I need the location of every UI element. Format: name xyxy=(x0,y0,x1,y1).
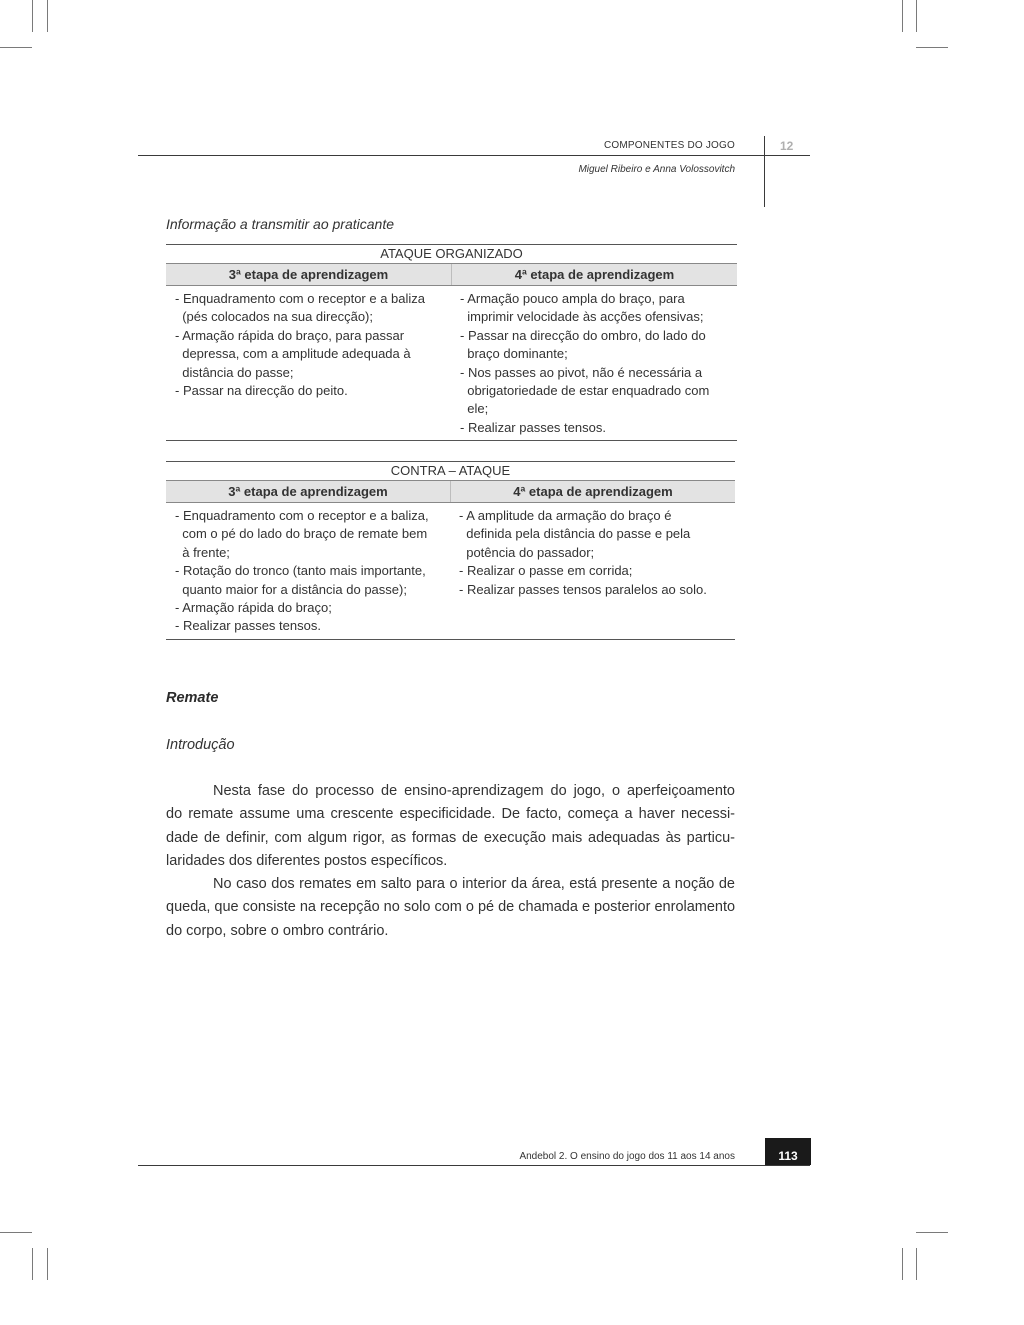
crop-mark xyxy=(47,0,48,32)
crop-mark xyxy=(916,1248,917,1280)
crop-mark xyxy=(916,47,948,48)
chapter-number: 12 xyxy=(780,139,794,153)
cell-line: (pés colocados na sua direcção); xyxy=(175,309,373,325)
paragraph-line: No caso dos remates em salto para o interior da área, está presente a noção de xyxy=(213,876,735,893)
paragraph-line: do remate assume uma crescente especificidade. De facto, começa a haver necessi- xyxy=(166,806,735,823)
crop-mark xyxy=(916,0,917,32)
crop-mark xyxy=(0,1232,32,1233)
crop-mark xyxy=(47,1248,48,1280)
cell-line: - Armação rápida do braço, para passar xyxy=(175,327,405,343)
crop-mark xyxy=(32,1248,33,1280)
subsection-title: Introdução xyxy=(166,737,235,753)
cell-line: depressa, com a amplitude adequada à xyxy=(175,346,411,362)
cell-line: quanto maior for a distância do passe); xyxy=(175,581,407,597)
cell-line: obrigatoriedade de estar enquadrado com xyxy=(460,383,710,399)
crop-mark xyxy=(902,1248,903,1280)
table-cell xyxy=(166,290,452,437)
paragraph xyxy=(166,780,735,943)
header-vertical-rule xyxy=(764,136,765,207)
table-header-row xyxy=(166,263,737,286)
crop-mark xyxy=(0,47,32,48)
cell-line: - Realizar passes tensos. xyxy=(175,618,321,634)
crop-mark xyxy=(902,0,903,32)
section-title: Remate xyxy=(166,690,219,706)
cell-line: - Enquadramento com o receptor e a baliza, xyxy=(175,508,429,523)
cell-line: - Armação pouco ampla do braço, para xyxy=(460,291,685,306)
running-footer-title: Andebol 2. O ensino do jogo dos 11 aos 14 anos xyxy=(519,1151,735,1162)
cell-line: - Realizar o passe em corrida; xyxy=(459,563,633,579)
table-body xyxy=(166,286,737,441)
cell-line: braço dominante; xyxy=(460,346,568,362)
paragraph-line: queda, que consiste na recepção no solo com o pé de chamada e posterior enrolamento xyxy=(166,899,736,916)
cell-line: ele; xyxy=(460,401,489,417)
table-cell xyxy=(451,507,735,636)
paragraph-line: dade de definir, com algum rigor, as formas de execução mais adequadas às particu- xyxy=(166,829,735,846)
cell-line: - Armação rápida do braço; xyxy=(175,600,332,616)
cell-line: - Passar na direcção do ombro, do lado do xyxy=(460,327,706,343)
table-body xyxy=(166,503,735,640)
table-cell xyxy=(452,290,737,437)
cell-line: - Realizar passes tensos paralelos ao solo. xyxy=(459,581,707,597)
column-header: 3ª etapa de aprendizagem xyxy=(228,484,388,499)
cell-line: - Passar na direcção do peito. xyxy=(175,383,348,399)
running-header-section: COMPONENTES DO JOGO xyxy=(603,140,735,151)
table-title: CONTRA – ATAQUE xyxy=(166,461,735,480)
column-header: 4ª etapa de aprendizagem xyxy=(451,264,737,285)
cell-line: distância do passe; xyxy=(175,364,294,380)
cell-line: com o pé do lado do braço de remate bem xyxy=(175,526,428,542)
table-contra-ataque xyxy=(166,461,735,640)
paragraph-line: do corpo, sobre o ombro contrário. xyxy=(166,922,389,939)
column-header: 3ª etapa de aprendizagem xyxy=(228,267,389,282)
cell-line: definida pela distância do passe e pela xyxy=(459,526,691,542)
running-header-authors: Miguel Ribeiro e Anna Volossovitch xyxy=(578,164,735,175)
cell-line: - Realizar passes tensos. xyxy=(460,419,606,435)
crop-mark xyxy=(32,0,33,32)
table-ataque-organizado xyxy=(166,244,737,441)
header-rule xyxy=(138,155,810,156)
table-title: ATAQUE ORGANIZADO xyxy=(166,244,737,263)
paragraph-line: Nesta fase do processo de ensino-aprendizagem do jogo, o aperfeiçoamento xyxy=(213,783,735,799)
cell-line: potência do passador; xyxy=(459,544,595,560)
cell-line: - A amplitude da armação do braço é xyxy=(459,508,672,523)
page-number: 113 xyxy=(765,1138,811,1165)
cell-line: imprimir velocidade às acções ofensivas; xyxy=(460,309,704,325)
cell-line: à frente; xyxy=(175,544,230,560)
paragraph-line: laridades dos diferentes postos específicos. xyxy=(166,852,448,869)
cell-line: - Nos passes ao pivot, não é necessária a xyxy=(460,364,703,380)
cell-line: - Rotação do tronco (tanto mais importante, xyxy=(175,563,426,579)
cell-line: - Enquadramento com o receptor e a baliza xyxy=(175,291,426,306)
lead-heading: Informação a transmitir ao praticante xyxy=(166,216,394,232)
table-header-row xyxy=(166,480,735,503)
crop-mark xyxy=(916,1232,948,1233)
table-cell xyxy=(166,507,451,636)
column-header: 4ª etapa de aprendizagem xyxy=(450,481,735,502)
footer-rule xyxy=(138,1165,810,1166)
